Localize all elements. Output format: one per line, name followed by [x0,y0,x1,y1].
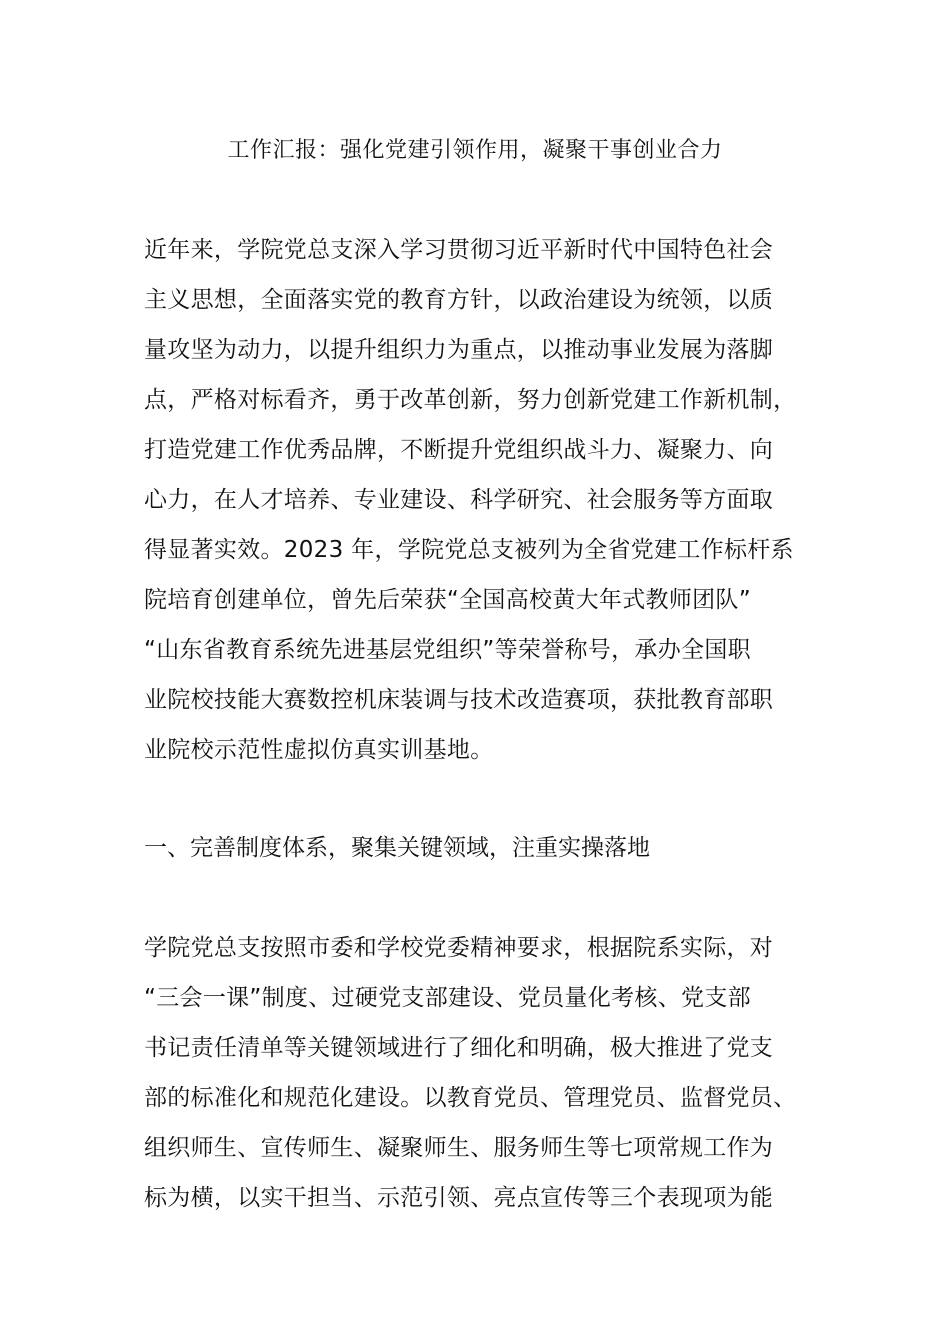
paragraph1-line: 点，严格对标看齐，勇于改革创新，努力创新党建工作新机制， [144,387,797,413]
paragraph1-line: 心力，在人才培养、专业建设、科学研究、社会服务等方面取 [144,487,774,513]
paragraph2-line: 部的标准化和规范化建设。以教育党员、管理党员、监督党员、 [144,1085,797,1111]
paragraph1-line: 量攻坚为动力，以提升组织力为重点，以推动事业发展为落脚 [144,337,774,363]
paragraph2-line: 组织师生、宣传师生、凝聚师生、服务师生等七项常规工作为 [144,1135,774,1161]
paragraph2-line: 学院党总支按照市委和学校党委精神要求，根据院系实际，对 [144,935,774,961]
paragraph1-line: “山东省教育系统先进基层党组织”等荣誉称号，承办全国职 [144,637,751,663]
paragraph1-line: 近年来，学院党总支深入学习贯彻习近平新时代中国特色社会 [144,237,774,263]
paragraph2-line: “三会一课”制度、过硬党支部建设、党员量化考核、党支部 [144,985,751,1011]
paragraph2-line: 标为横，以实干担当、示范引领、亮点宣传等三个表现项为能 [144,1185,774,1211]
document-title: 工作汇报：强化党建引领作用，凝聚干事创业合力 [227,138,723,163]
paragraph1-line: 打造党建工作优秀品牌，不断提升党组织战斗力、凝聚力、向 [144,437,774,463]
paragraph1-line: 主义思想，全面落实党的教育方针，以政治建设为统领，以质 [144,287,774,313]
paragraph1-line: 得显著实效。2023 年，学院党总支被列为全省党建工作标杆系 [144,537,794,563]
section1-heading: 一、完善制度体系，聚集关键领域，注重实操落地 [144,835,650,861]
paragraph1-line: 业院校技能大赛数控机床装调与技术改造赛项，获批教育部职 [144,687,774,713]
paragraph1-line: 院培育创建单位，曾先后荣获“全国高校黄大年式教师团队” [144,587,751,613]
paragraph2-line: 书记责任清单等关键领域进行了细化和明确，极大推进了党支 [144,1035,774,1061]
paragraph1-line: 业院校示范性虚拟仿真实训基地。 [144,737,494,763]
